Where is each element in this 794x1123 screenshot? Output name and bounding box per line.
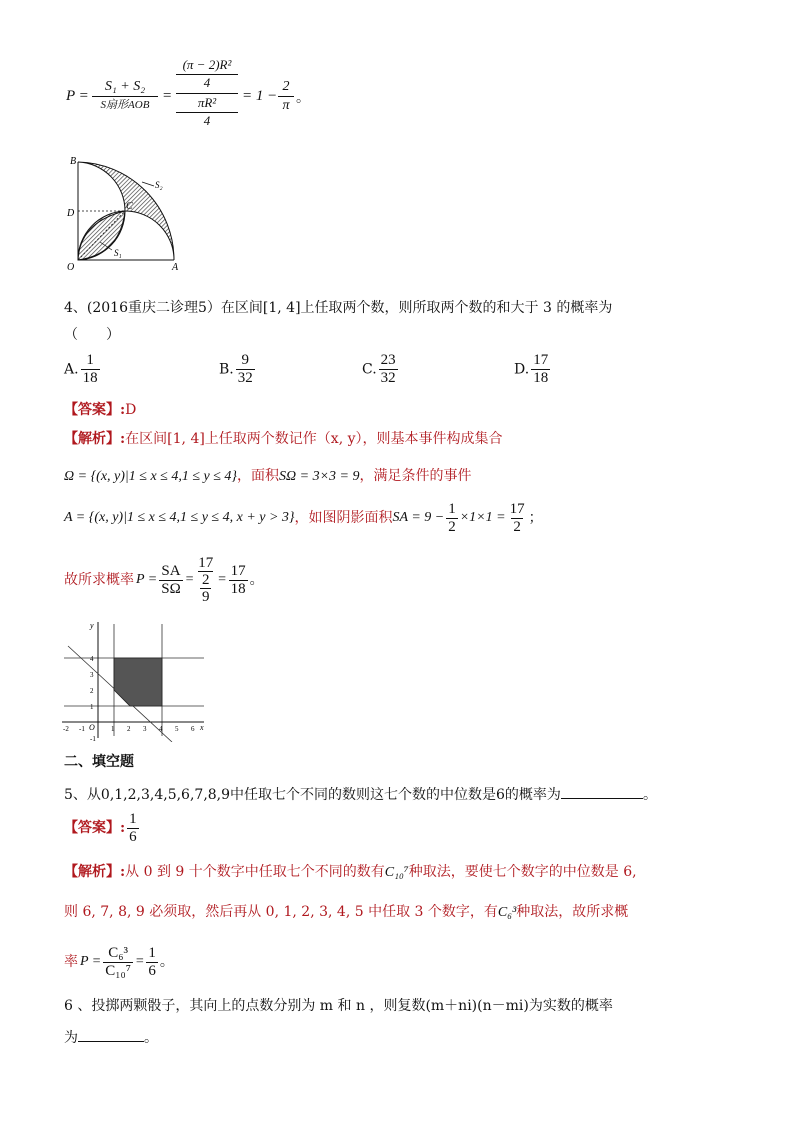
- formula-lhs: P =: [66, 88, 89, 104]
- prob-res-num: 17: [230, 562, 246, 579]
- combination-c10-7: C₁₀⁷: [384, 865, 409, 880]
- p-den: C₁₀⁷: [105, 962, 131, 979]
- label-a: A: [172, 262, 179, 273]
- label-y: y: [90, 621, 94, 630]
- option-num: 17: [533, 352, 549, 368]
- equals-1: =: [162, 88, 173, 104]
- section-title: 二、填空题: [64, 754, 134, 770]
- x-tick-label: 4: [159, 725, 163, 733]
- x-tick-label: 2: [127, 725, 131, 733]
- a-set: A = {(x, y)|1 ≤ x ≤ 4,1 ≤ y ≤ 4, x + y > 3}: [64, 510, 295, 525]
- p-eq: =: [134, 954, 145, 969]
- p-lhs: P =: [80, 954, 102, 969]
- num-top: (π − 2)R²: [182, 57, 232, 72]
- s1-plus-s2: S₁ + S₂: [104, 79, 146, 94]
- a-area-lhs: SA = 9 −: [392, 510, 445, 525]
- label-d: D: [67, 208, 75, 219]
- option-den: 32: [380, 370, 396, 386]
- q5-analysis-line3: [64, 938, 174, 986]
- option-c[interactable]: [362, 352, 400, 387]
- pf-bot: 9: [201, 589, 210, 605]
- x-tick-label: 5: [175, 725, 179, 733]
- compound-fraction: [176, 56, 238, 129]
- q4-paren: （ ）: [64, 327, 120, 343]
- a-val-num: 17: [509, 500, 525, 517]
- combination-c6-3: C₆³: [497, 905, 517, 920]
- half-num: 1: [448, 500, 456, 517]
- label-b: B: [70, 156, 77, 167]
- analysis-text-2b: 种取法，故所求概: [516, 904, 629, 920]
- x-tick-label: 3: [143, 725, 147, 733]
- q4-analysis-line4: [64, 548, 264, 612]
- q6-line1: 6 、投掷两颗骰子，其向上的点数分别为 m 和 n ，则复数(m＋ni)(n－mi)为实数的概率: [64, 998, 613, 1014]
- omega-area: SΩ = 3×3 = 9: [279, 469, 360, 484]
- y-tick-label: 3: [90, 671, 94, 679]
- one-minus: = 1 −: [242, 88, 278, 104]
- prob-den: SΩ: [161, 580, 181, 597]
- fraction-s1s2: [92, 78, 158, 113]
- q6-line2: [64, 1028, 158, 1048]
- shade-text: ，如图阴影面积: [294, 510, 393, 526]
- prob-text: 故所求概率: [64, 572, 134, 588]
- option-letter: A.: [64, 361, 79, 378]
- answer-label: 【答案】:: [64, 402, 126, 418]
- semicolon: ；: [528, 510, 543, 526]
- q4-analysis-line3: [64, 498, 543, 538]
- shaded-region: [114, 658, 162, 706]
- option-b[interactable]: [219, 352, 257, 387]
- prob-lhs: P =: [136, 572, 158, 587]
- q5-analysis-line2: [64, 902, 628, 923]
- analysis-label: 【解析】:: [64, 864, 126, 880]
- region-figure: [60, 618, 208, 742]
- x-tick-labels: [63, 725, 195, 733]
- prob-eq2: =: [217, 572, 227, 587]
- pf-mid: 2: [198, 571, 213, 588]
- q4-options: [64, 352, 584, 392]
- a-val-den: 2: [513, 518, 521, 535]
- answer-label: 【答案】:: [64, 820, 126, 836]
- ans-num: 1: [129, 810, 137, 827]
- two-over-pi: [278, 78, 294, 115]
- two: 2: [282, 79, 290, 94]
- option-letter: D.: [514, 361, 530, 378]
- analysis-label: 【解析】:: [64, 431, 126, 447]
- a-area-mid: ×1×1 =: [459, 510, 506, 525]
- q5-answer: [64, 808, 141, 848]
- option-letter: B.: [219, 361, 234, 378]
- q5-blank[interactable]: [561, 798, 643, 799]
- y-tick-label: -1: [90, 735, 96, 742]
- q4-analysis-line1: [64, 429, 503, 449]
- den-bot: 4: [176, 112, 238, 129]
- option-a[interactable]: [64, 352, 102, 387]
- analysis-text: 在区间[1, 4]上任取两个数记作（x, y），则基本事件构成集合: [125, 431, 503, 447]
- option-num: 1: [86, 352, 94, 368]
- q5-end: 。: [642, 787, 657, 803]
- q4-answer: [64, 400, 136, 420]
- period: 。: [296, 90, 310, 106]
- answer-value: D: [125, 402, 137, 418]
- x-tick-label: -2: [63, 725, 69, 733]
- q6-blank[interactable]: [78, 1041, 144, 1042]
- option-num: 23: [380, 352, 396, 368]
- option-num: 9: [241, 352, 249, 368]
- prob-res-den: 18: [230, 580, 246, 597]
- analysis-text: 从 0 到 9 十个数字中任取七个不同的数有: [125, 864, 385, 880]
- option-den: 18: [533, 370, 549, 386]
- label-o: O: [67, 262, 75, 273]
- option-den: 32: [237, 370, 253, 386]
- num-bot: 4: [176, 74, 238, 91]
- analysis-text-3: 率: [64, 954, 78, 970]
- half-den: 2: [448, 518, 456, 535]
- q5-analysis-line1: [64, 862, 637, 883]
- ans-den: 6: [129, 828, 137, 845]
- analysis-text-2: 则 6, 7, 8, 9 必须取，然后再从 0, 1, 2, 3, 4, 5 中任取 3 个数字，有: [64, 904, 498, 920]
- label-origin: O: [89, 723, 95, 732]
- p-end: 。: [159, 954, 174, 970]
- probability-formula-1: [66, 56, 326, 142]
- sector-area: S扇形AOB: [92, 96, 158, 113]
- x-tick-label: 1: [111, 725, 115, 733]
- x-tick-label: 6: [191, 725, 195, 733]
- label-s2: S₂: [155, 180, 163, 190]
- area-text: ，面积: [237, 468, 280, 484]
- option-d[interactable]: [514, 352, 552, 387]
- q5-stem: 5、从0,1,2,3,4,5,6,7,8,9中任取七个不同的数则这七个数的中位数是6的概率为: [64, 787, 561, 803]
- omega-set: Ω = {(x, y)|1 ≤ x ≤ 4,1 ≤ y ≤ 4}: [64, 469, 238, 484]
- p-rnum: 1: [148, 944, 156, 961]
- prob-end: 。: [249, 572, 264, 588]
- p-num: C₆³: [108, 944, 128, 961]
- x-tick-label: -1: [79, 725, 85, 733]
- label-s1: S₁: [114, 248, 122, 258]
- label-x: x: [200, 723, 204, 732]
- option-den: 18: [82, 370, 98, 386]
- quarter-circle-figure: [62, 152, 192, 276]
- q4-stem: 4、(2016重庆二诊理5）在区间[1, 4]上任取两个数，则所取两个数的和大于 3 的概率为: [64, 300, 613, 316]
- q4-analysis-line2: [64, 466, 472, 487]
- p-rden: 6: [148, 962, 156, 979]
- event-text: ，满足条件的事件: [359, 468, 472, 484]
- pi: π: [278, 96, 294, 115]
- y-tick-label: 1: [90, 703, 94, 711]
- y-tick-label: 4: [90, 655, 94, 663]
- y-tick-label: 2: [90, 687, 94, 695]
- q6-end: 。: [144, 1030, 158, 1046]
- q6-prefix: 为: [64, 1030, 78, 1046]
- den-top: πR²: [197, 95, 217, 110]
- label-c: C: [126, 201, 133, 212]
- analysis-text-b: 种取法，要使七个数字的中位数是 6,: [408, 864, 637, 880]
- pf-top: 17: [198, 555, 214, 571]
- q5-stem-line: [64, 785, 657, 805]
- prob-eq: =: [184, 572, 195, 587]
- option-letter: C.: [362, 361, 377, 378]
- prob-num: SA: [161, 562, 181, 579]
